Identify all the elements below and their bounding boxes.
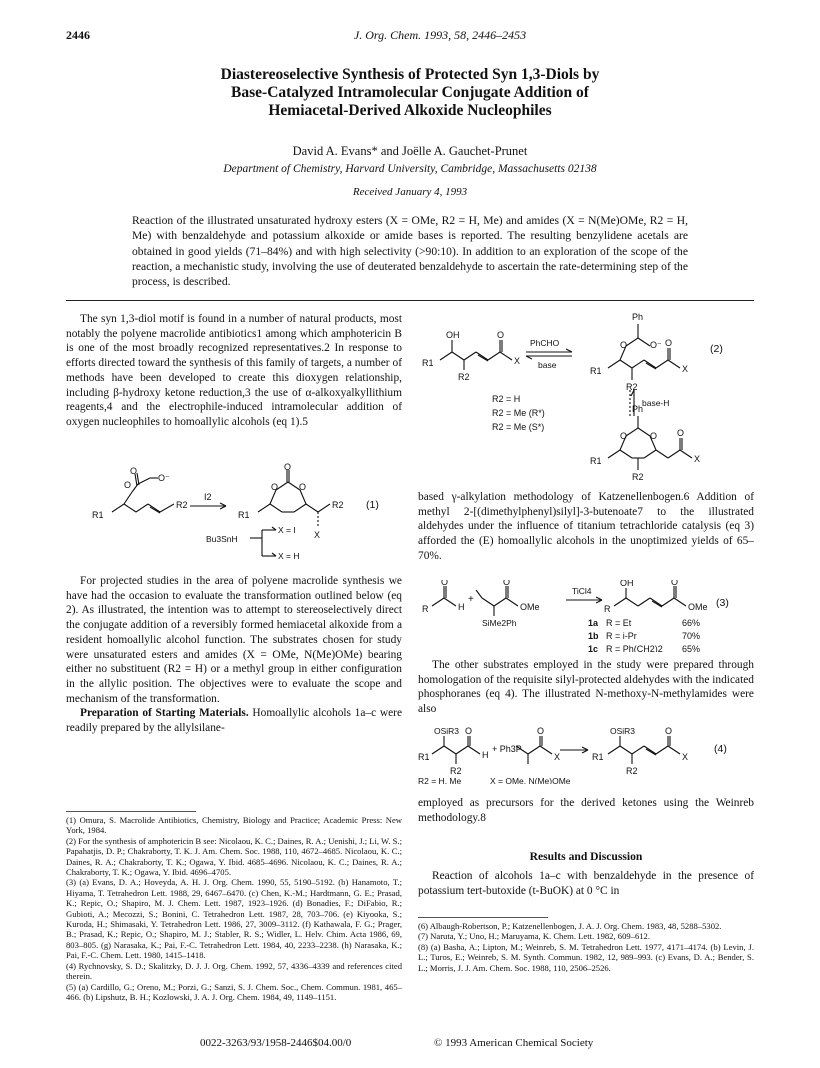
right-column-lower xyxy=(418,796,754,825)
eq4-product-oxygen: O xyxy=(665,726,673,736)
footnotes-right xyxy=(418,921,754,973)
eq4-r1-product: R1 xyxy=(592,752,604,762)
eq2-oxygen-left: O xyxy=(620,340,628,350)
eq2-r2-product: R2 xyxy=(632,472,644,482)
preparation-paragraph xyxy=(66,706,402,735)
eq2-ph-top: Ph xyxy=(632,312,644,322)
page-number: 2446 xyxy=(66,28,90,42)
eq4-x-product: X xyxy=(682,752,689,762)
eq3-r-substrate: R xyxy=(422,604,429,614)
eq3-row-1a-r: R = Et xyxy=(606,618,632,628)
footnote-7: (7) Naruta, Y.; Uno, H.; Maruyama, K. Chem. Lett. 1982, 609–612. xyxy=(418,931,650,942)
eq4-plus-ph3p: + Ph3P xyxy=(492,744,522,754)
eq1-r2-right: R2 xyxy=(332,500,344,510)
footnote-8: (8) (a) Basha, A.; Lipton, M.; Weinreb, S. M. Tetrahedron Lett. 1977, 4171–4174. (b) Levin, J. L.; Turos, E.; Weinreb, S. M. Synth. Commun. 1982, 12, 989–993. (c) Evans, D. A.; Bender, S. L.; Morris, J. J. Am. Chem. Soc. 1988, 110, 2506–2526. xyxy=(418,941,754,973)
right-column-intro xyxy=(418,490,754,564)
eq2-x-product: X xyxy=(694,454,701,464)
alkylation-paragraph: based γ-alkylation methodology of Katzenellenbogen.6 Addition of methyl 2-[(dimethylphenyl)silyl]-3-butenoate7 to the illustrated aldehydes under the influence of titanium tetrachloride catalysis (eq 3) afforded the (E) homoallylic alcohols in the unoptimized yields of 65–70%. xyxy=(418,491,754,562)
eq3-product-oxygen: O xyxy=(671,580,679,587)
eq1-r1-right: R1 xyxy=(238,510,250,520)
title-line-1: Diastereoselective Synthesis of Protected Syn 1,3-Diols by xyxy=(220,66,600,83)
footnote-5: (5) (a) Cardillo, G.; Oreno, M.; Porzi, G.; Sanzi, S. J. Chem. Soc., Chem. Commun. 1981, 465–466. (b) Lipshutz, B. H.; Kozlowski, J. A. J. Org. Chem. 1984, 49, 1149–1151. xyxy=(66,981,402,1002)
footer-copyright: © 1993 American Chemical Society xyxy=(434,1037,594,1049)
intro-paragraph: The syn 1,3-diol motif is found in a number of natural products, most notably the polyene macrolide antibiotics1 among which amphotericin B is one of the most broadly recognized representatives.2 In response to efforts directed toward the synthesis of this family of targets, a number of methods have been developed to create this dioxygen relationship, including β-hydroxy ketone reduction,3 the use of α-alkoxyalkyllithium reagents,4 and the electrophile-induced intramolecular addition of oxygen nucleophiles to homoallylic alcohols (eq 1).5 xyxy=(66,313,402,428)
eq4-ph3p: Ph3P xyxy=(499,744,522,754)
footnote-3: (3) (a) Evans, D. A.; Hoveyda, A. H. J. Org. Chem. 1990, 55, 5190–5192. (b) Hanamoto, T.; Hiyama, T. Tetrahedron Lett. 1988, 29, 6467–6470. (c) Chen, K.-M.; Hardtmann, G. E.; Prasad, K.; Repic, O.; Shapiro, M. J. Chem. Lett. 1987, 1923–1926. (d) Bonadies, F.; DiFabio, R.; Gubioti, A.; Mecozzi, S.; Bonini, C. Tetrahedron Lett. 1987, 28, 703–706. (e) Kiyooka, S.; Kuroda, H.; Shimasaki, Y. Tetrahedron Lett. 1986, 27, 3009–3112. (f) Kathawala, F. G.; Prager, B.; Prasad, K.; Repic, O.; Shapiro, M. J.; Stabler, R. S.; Widler, L. Helv. Chim. Acta 1986, 69, 803–805. (g) Narasaka, K.; Pai, F.-C. Tetrahedron Lett. 1984, 40, 2233–2238. (h) Narasaka, K.; Pai, F.-C. Chem. Lett. 1980, 1415–1418. xyxy=(66,877,402,961)
eq3-number: (3) xyxy=(716,597,729,609)
title-line-3: Hemiacetal-Derived Alkoxide Nucleophiles xyxy=(268,102,552,119)
eq3-row-1a-id: 1a xyxy=(588,618,599,628)
equation-4 xyxy=(418,724,754,784)
equation-1 xyxy=(66,460,402,570)
eq1-option-xh: X = H xyxy=(278,551,300,561)
eq2-r1-product: R1 xyxy=(590,456,602,466)
footnote-divider-left xyxy=(66,811,196,812)
eq3-row-1c-r: R = Ph(CH2)2 xyxy=(606,644,663,652)
eq2-x-substrate: X xyxy=(514,356,521,366)
eq3-row-1a-yield: 66% xyxy=(682,618,701,628)
eq2-condition-2: R2 = Me (R*) xyxy=(492,408,545,418)
eq1-bu3snh: Bu3SnH xyxy=(206,534,238,544)
eq2-product-oxygen-right: O xyxy=(650,431,658,441)
eq1-product-carbonyl-label: O xyxy=(284,462,292,472)
eq1-number: (1) xyxy=(366,499,379,511)
eq3-row-1c-id: 1c xyxy=(588,644,599,652)
equation-4-scheme xyxy=(418,724,754,784)
eq4-aldehyde-oxygen: O xyxy=(465,726,473,736)
eq4-x-ylide: X xyxy=(554,752,561,762)
eq1-product-oxygen-left: O xyxy=(271,482,279,492)
eq4-r2-substrate: R2 xyxy=(450,766,462,776)
eq2-oh-label: OH xyxy=(446,330,460,340)
eq4-osir3-product: OSiR3 xyxy=(610,726,636,736)
eq3-reagent: TiCl4 xyxy=(572,586,592,596)
eq3-silyl-label: SiMe2Ph xyxy=(482,618,517,628)
authors: David A. Evans* and Joëlle A. Gauchet-Prunet xyxy=(292,144,528,158)
equation-3 xyxy=(418,580,754,652)
footnote-divider-right xyxy=(418,917,548,918)
preparation-text: Homoallylic alcohols 1a–c were readily prepared by the allylsilane- xyxy=(66,707,403,735)
eq2-reagent-top: PhCHO xyxy=(530,338,560,348)
eq2-x-intermediate: X xyxy=(682,364,689,374)
affiliation: Department of Chemistry, Harvard University, Cambridge, Massachusetts 02138 xyxy=(223,163,597,175)
eq3-row-1b-yield: 70% xyxy=(682,631,701,641)
left-column-body xyxy=(66,574,402,736)
preparation-heading: Preparation of Starting Materials. xyxy=(80,707,249,720)
eq1-oxygen-label: O xyxy=(130,466,138,476)
eq4-r1-substrate: R1 xyxy=(418,752,430,762)
eq3-ome-product: OMe xyxy=(688,602,708,612)
title-line-2: Base-Catalyzed Intramolecular Conjugate Addition of xyxy=(231,84,589,101)
footnote-4: (4) Rychnovsky, S. D.; Skalitzky, D. J. J. Org. Chem. 1992, 57, 4336–4339 and references cited therein. xyxy=(66,960,402,982)
eq4-osir3-substrate: OSiR3 xyxy=(434,726,460,736)
footnotes-left xyxy=(66,815,402,1002)
equation-2 xyxy=(418,308,754,488)
eq4-condition-r2: R2 = H, Me xyxy=(418,776,462,784)
eq4-h-label: H xyxy=(482,750,489,760)
results-body xyxy=(418,869,754,898)
equation-2-scheme xyxy=(418,308,754,488)
eq3-oh-label: OH xyxy=(620,580,634,588)
eq2-intro-paragraph: For projected studies in the area of polyene macrolide synthesis we have had the occasion to evaluate the transformation outlined below (eq 2). As illustrated, the intention was to attempt to stereoselectively direct the conjugate addition of a reversibly formed hemiacetal alkoxide from a resident homoallylic alcohol function. The substrates chosen for study were unsaturated esters and amides (X = OMe, N(Me)OMe) bearing either no substituent (R2 = H) or a methyl group in either configuration in the allylic position. The objectives were to evaluate the scope and mechanism of the transformation. xyxy=(66,575,402,705)
eq2-carbonyl-label: O xyxy=(497,330,505,340)
eq2-intermediate-carbonyl: O xyxy=(665,338,673,348)
eq2-reagent-bottom: base xyxy=(538,360,557,370)
eq4-number: (4) xyxy=(714,743,727,755)
footnote-2: (2) For the synthesis of amphotericin B see: Nicolaou, K. C.; Daines, R. A.; Uenishi, J.; Li, W. S.; Papahatjis, D. P.; Chakraborty, T. K. J. Am. Chem. Soc. 1988, 110, 4672–4685. Nicolaou, K. C.; Daines, R. A.; Chakraborty, T. K.; Ogawa, Y. Ibid. 4685–4696. Nicolaou, K. C.; Daines, R. A.; Chakraborty, T. K.; Ogawa, Y. Ibid. 4696–4705. xyxy=(66,835,402,878)
eq3-row-1b-id: 1b xyxy=(588,631,599,641)
eq1-r2-left: R2 xyxy=(176,500,188,510)
eq3-row-1b-r: R = i-Pr xyxy=(606,631,637,641)
abstract-divider xyxy=(66,300,754,301)
eq2-r2-substrate: R2 xyxy=(458,372,470,382)
eq2-r1-substrate: R1 xyxy=(422,358,434,368)
article-title xyxy=(120,66,700,120)
footnote-1: (1) Omura, S. Macrolide Antibiotics, Chemistry, Biology and Practice; Academic Press: New York, 1984. xyxy=(66,815,402,836)
eq2-condition-1: R2 = H xyxy=(492,394,521,404)
eq2-number: (2) xyxy=(710,343,723,355)
abstract: Reaction of the illustrated unsaturated hydroxy esters (X = OMe, R2 = H, Me) and amides (X = N(Me)OMe, R2 = H, Me) with benzaldehyde and potassium alkoxide or amide bases is reported. The resulting benzylidene acetals are obtained in good yields (71–84%) and with high selectivity (>90:10). In addition to an exploration of the scope of the reaction, a mechanistic study, involving the use of deuterated benzaldehyde to ascertain the rate-determining step of the process, is described. xyxy=(132,214,688,289)
eq3-ester-oxygen: O xyxy=(503,580,511,587)
eq1-x-label: X xyxy=(314,530,321,540)
eq2-ph-product: Ph xyxy=(632,404,644,414)
eq2-product-oxygen-left: O xyxy=(620,431,628,441)
eq3-row-1c-yield: 65% xyxy=(682,644,701,652)
eq1-o-minus-label: O⁻ xyxy=(158,473,170,483)
results-paragraph: Reaction of alcohols 1a–c with benzaldehyde in the presence of potassium tert-butoxide (t-BuOK) at 0 °C in xyxy=(418,870,754,897)
eq3-aldehyde-oxygen: O xyxy=(441,580,449,587)
left-column-intro xyxy=(66,312,402,430)
running-title: J. Org. Chem. 1993, 58, 2446–2453 xyxy=(353,28,527,42)
footnote-6: (6) Albaugh-Robertson, P.; Katzenellenbogen, J. A. J. Org. Chem. 1983, 48, 5288–5302. xyxy=(418,921,722,931)
received-date: Received January 4, 1993 xyxy=(352,186,468,198)
eq3-r-product: R xyxy=(604,604,611,614)
eq3-plus-sign: + xyxy=(468,594,474,605)
eq4-ylide-oxygen: O xyxy=(537,726,545,736)
eq2-r1-intermediate: R1 xyxy=(590,366,602,376)
homologation-paragraph: The other substrates employed in the study were prepared through homologation of the requisite silyl-protected aldehydes with the indicated phosphoranes (eq 4). The illustrated N-methoxy-N-methylamides were also xyxy=(418,659,754,716)
eq4-r2-product: R2 xyxy=(626,766,638,776)
right-column-middle xyxy=(418,658,754,717)
eq1-reagent: I2 xyxy=(204,492,212,502)
eq3-ome-substrate: OMe xyxy=(520,602,540,612)
eq2-condition-3: R2 = Me (S*) xyxy=(492,422,545,432)
eq2-r2-intermediate: R2 xyxy=(626,382,638,392)
eq1-product-oxygen-right: O xyxy=(299,482,307,492)
eq1-r1-left: R1 xyxy=(92,510,104,520)
eq3-h-label: H xyxy=(458,602,465,612)
weinreb-paragraph: employed as precursors for the derived ketones using the Weinreb methodology.8 xyxy=(418,797,754,824)
equation-3-scheme xyxy=(418,580,754,652)
results-heading: Results and Discussion xyxy=(529,850,643,863)
eq2-base-h: base-H xyxy=(642,398,670,408)
eq4-condition-x: X = OMe, N(Me)OMe xyxy=(490,776,571,784)
eq1-option-xi: X = I xyxy=(278,525,296,535)
eq2-o-minus: O⁻ xyxy=(650,340,662,350)
footer-code: 0022-3263/93/1958-2446$04.00/0 xyxy=(200,1037,352,1049)
eq1-ring-oxygen-label: O xyxy=(124,480,132,490)
eq2-product-carbonyl: O xyxy=(677,428,685,438)
equation-1-scheme xyxy=(66,460,402,570)
